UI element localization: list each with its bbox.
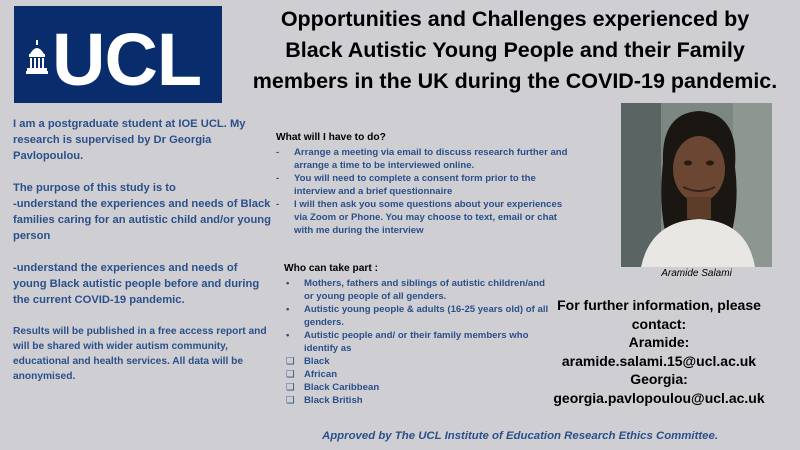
contact-name-aramide: Aramide:	[628, 334, 690, 350]
checkbox-icon: ❑	[286, 382, 295, 393]
ethics-approval-footer: Approved by The UCL Institute of Education Research Ethics Committee.	[322, 430, 718, 442]
list-item: - Arrange a meeting via email to discuss research further and arrange a time to be interviewed online.	[276, 147, 568, 171]
checkbox-icon: ❑	[286, 369, 295, 380]
what-to-do-section	[276, 131, 576, 237]
what-to-do-heading: What will I have to do?	[276, 132, 386, 143]
purpose-item-1: -understand the experiences and needs of Black families caring for an autistic child and/or young person	[13, 198, 271, 242]
checkbox-icon: ❑	[286, 356, 295, 367]
ucl-logo	[14, 6, 222, 103]
contact-email-aramide[interactable]: aramide.salami.15@ucl.ac.uk	[561, 352, 757, 369]
list-item: ❑ African	[286, 369, 338, 380]
list-item: - You will need to complete a consent form prior to the interview and a brief questionnaire	[276, 173, 536, 197]
portrait-image	[621, 103, 772, 267]
results-text: Results will be published in a free access report and will be shared with wider autism community, educational and health services. All data will be anonymised.	[13, 326, 267, 382]
contact-heading: For further information, please contact:	[557, 297, 761, 332]
poster-title: Opportunities and Challenges experienced by Black Autistic Young People and their Family members in the UK during the COVID-19 pandemic.	[252, 7, 778, 93]
purpose-heading: The purpose of this study is to	[13, 182, 176, 194]
contact-email-georgia[interactable]: georgia.pavlopoulou@ucl.ac.uk	[553, 389, 765, 406]
researcher-photo	[621, 103, 772, 267]
list-item: • Autistic young people & adults (16-25 years old) of all genders.	[286, 304, 549, 328]
list-item: • Autistic people and/ or their family members who identify as	[286, 330, 529, 354]
dash-icon: -	[276, 199, 280, 210]
list-item: ❑ Black Caribbean	[286, 382, 380, 393]
left-column	[13, 116, 273, 384]
what-to-do-list	[276, 146, 576, 237]
contact-section	[528, 296, 790, 407]
logo-text: UCL	[52, 18, 202, 101]
who-list	[284, 277, 549, 407]
photo-caption: Aramide Salami	[661, 268, 732, 279]
list-item: ❑ Black British	[286, 395, 363, 406]
list-item: - I will then ask you some questions about your experiences via Zoom or Phone. You may choose to text, email or chat with me during the interview	[276, 199, 563, 236]
purpose-item-2: -understand the experiences and needs of young Black autistic people before and during the current COVID-19 pandemic.	[13, 262, 260, 306]
contact-name-georgia: Georgia:	[630, 371, 688, 387]
dash-icon: -	[276, 147, 280, 158]
who-can-take-part-section	[284, 262, 549, 407]
intro-text: I am a postgraduate student at IOE UCL. My research is supervised by Dr Georgia Pavlopoulou.	[13, 118, 246, 162]
bullet-icon: •	[286, 304, 290, 315]
bullet-icon: •	[286, 278, 290, 289]
bullet-icon: •	[286, 330, 290, 341]
list-item: ❑ Black	[286, 356, 330, 367]
portico-dome-icon	[26, 40, 48, 74]
checkbox-icon: ❑	[286, 395, 295, 406]
dash-icon: -	[276, 173, 280, 184]
who-can-take-part-heading: Who can take part :	[284, 263, 378, 274]
list-item: • Mothers, fathers and siblings of autistic children/and or young people of all genders.	[286, 278, 545, 302]
